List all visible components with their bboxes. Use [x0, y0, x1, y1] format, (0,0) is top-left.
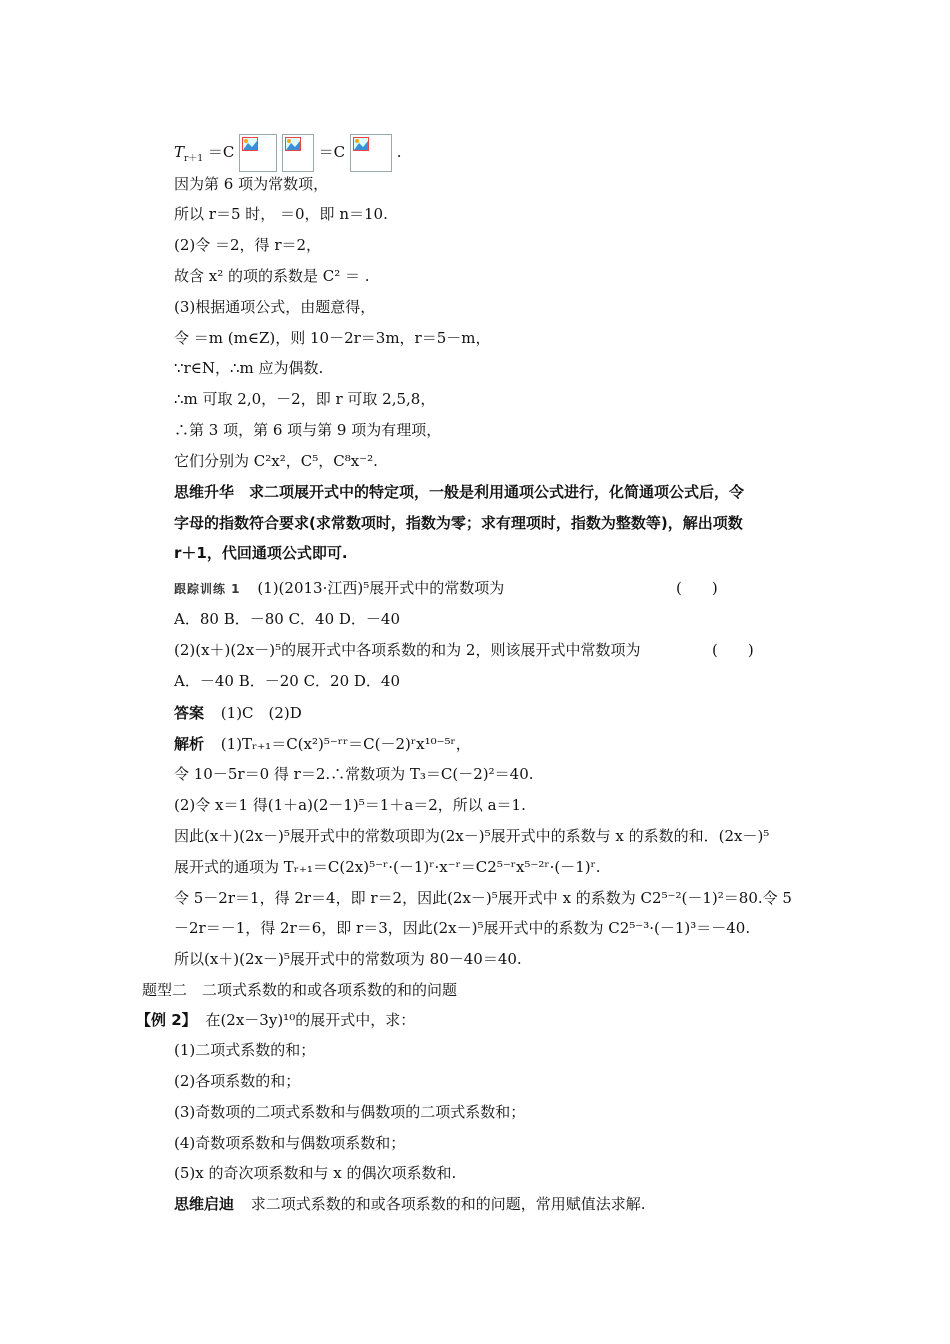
- sub-question: (1)二项式系数的和；: [174, 1041, 316, 1059]
- choice-line: A．－40 B．－20 C．20 D．40: [174, 672, 401, 690]
- text-line: (2)令 x＝1 得(1＋a)(2－1)⁵＝1＋a＝2，所以 a＝1.: [174, 796, 526, 814]
- practice-badge: 跟踪训练 1: [174, 582, 241, 596]
- text-line: ∴m 可取 2,0，－2，即 r 可取 2,5,8，: [174, 390, 436, 408]
- text-line: 所以(x＋)(2x－)⁵展开式中的常数项为 80－40＝40.: [174, 950, 522, 968]
- question-text: (1)(2013·江西)⁵展开式中的常数项为: [257, 579, 505, 597]
- broken-image-icon: [350, 134, 392, 172]
- text-line: 令 5－2r＝1，得 2r＝4，即 r＝2，因此(2x－)⁵展开式中 x 的系数为 C2⁵⁻²(－1)²＝80.令 5: [174, 889, 792, 907]
- text-line: 展开式的通项为 Tᵣ₊₁＝C(2x)⁵⁻ʳ·(－1)ʳ·x⁻ʳ＝C2⁵⁻ʳx⁵⁻²ʳ·(－1)ʳ.: [174, 858, 601, 876]
- math-T: T: [174, 143, 185, 161]
- answer-paren: ( ): [712, 641, 754, 659]
- text-line: ∵r∈N，∴m 应为偶数.: [174, 359, 324, 377]
- answer-line: [174, 703, 302, 723]
- text-line: 因此(x＋)(2x－)⁵展开式中的常数项即为(2x－)⁵展开式中的系数与 x 的系数的和．(2x－)⁵: [174, 827, 770, 845]
- example-line: [136, 1010, 415, 1030]
- practice-question-line: [174, 578, 504, 599]
- example-text: 在(2x－3y)¹⁰的展开式中，求：: [205, 1011, 416, 1029]
- hint-label: 思维启迪: [174, 1195, 235, 1213]
- text-line: 所以 r＝5 时， ＝0，即 n＝10.: [174, 205, 388, 223]
- example-label: 【例 2】: [136, 1011, 197, 1029]
- sub-question: (2)各项系数的和；: [174, 1072, 301, 1090]
- hint-line: [174, 1194, 646, 1214]
- text-line: (3)根据通项公式，由题意得，: [174, 298, 376, 316]
- choice-line: A．80 B．－80 C．40 D．－40: [174, 610, 401, 628]
- sub-question: (3)奇数项的二项式系数和与偶数项的二项式系数和；: [174, 1103, 526, 1121]
- analysis-label: 解析: [174, 735, 205, 753]
- text-line: ∴第 3 项，第 6 项与第 9 项为有理项，: [174, 421, 442, 439]
- question-text: (2)(x＋)(2x－)⁵的展开式中各项系数的和为 2，则该展开式中常数项为: [174, 641, 641, 659]
- section-heading: 题型二 二项式系数的和或各项系数的和的问题: [142, 981, 458, 999]
- formula-line-general-term: [174, 134, 401, 172]
- analysis-text: (1)Tᵣ₊₁＝C(x²)⁵⁻ʳʳ＝C(－2)ʳx¹⁰⁻⁵ʳ，: [220, 735, 471, 753]
- math-period: .: [396, 143, 402, 161]
- broken-image-icon: [282, 134, 314, 172]
- summary-paragraph-line: 思维升华 求二项展开式中的特定项，一般是利用通项公式进行，化简通项公式后，令: [174, 483, 745, 501]
- text-line: 令 ＝m (m∈Z)，则 10－2r＝3m，r＝5－m，: [174, 329, 491, 347]
- summary-paragraph-line: 字母的指数符合要求(求常数项时，指数为零；求有理项时，指数为整数等)，解出项数: [174, 514, 743, 532]
- answer-paren: ( ): [676, 579, 718, 597]
- summary-paragraph-line: r＋1，代回通项公式即可.: [174, 544, 348, 562]
- text-line: －2r＝－1，得 2r＝6，即 r＝3，因此(2x－)⁵展开式中的系数为 C2⁵⁻³·(－1)³＝－40.: [174, 919, 751, 937]
- sub-question: (5)x 的奇次项系数和与 x 的偶次项系数和.: [174, 1164, 457, 1182]
- analysis-line: [174, 734, 471, 754]
- hint-text: 求二项式系数的和或各项系数的和的问题，常用赋值法求解.: [250, 1195, 646, 1213]
- math-sub: r＋1: [184, 154, 204, 164]
- math-eq-c: ＝C: [207, 143, 235, 161]
- text-line: 它们分别为 C²x²，C⁵，C⁸x⁻².: [174, 452, 378, 470]
- math-eq-c2: ＝C: [318, 143, 346, 161]
- text-line: 因为第 6 项为常数项，: [174, 175, 329, 193]
- text-line: 故含 x² 的项的系数是 C² ＝ .: [174, 267, 370, 285]
- text-line: 令 10－5r＝0 得 r＝2.∴常数项为 T₃＝C(－2)²＝40.: [174, 765, 534, 783]
- sub-question: (4)奇数项系数和与偶数项系数和；: [174, 1134, 406, 1152]
- answer-label: 答案: [174, 704, 205, 722]
- answer-text: (1)C (2)D: [220, 704, 302, 722]
- broken-image-icon: [239, 134, 277, 172]
- text-line: (2)令 ＝2，得 r＝2，: [174, 236, 322, 254]
